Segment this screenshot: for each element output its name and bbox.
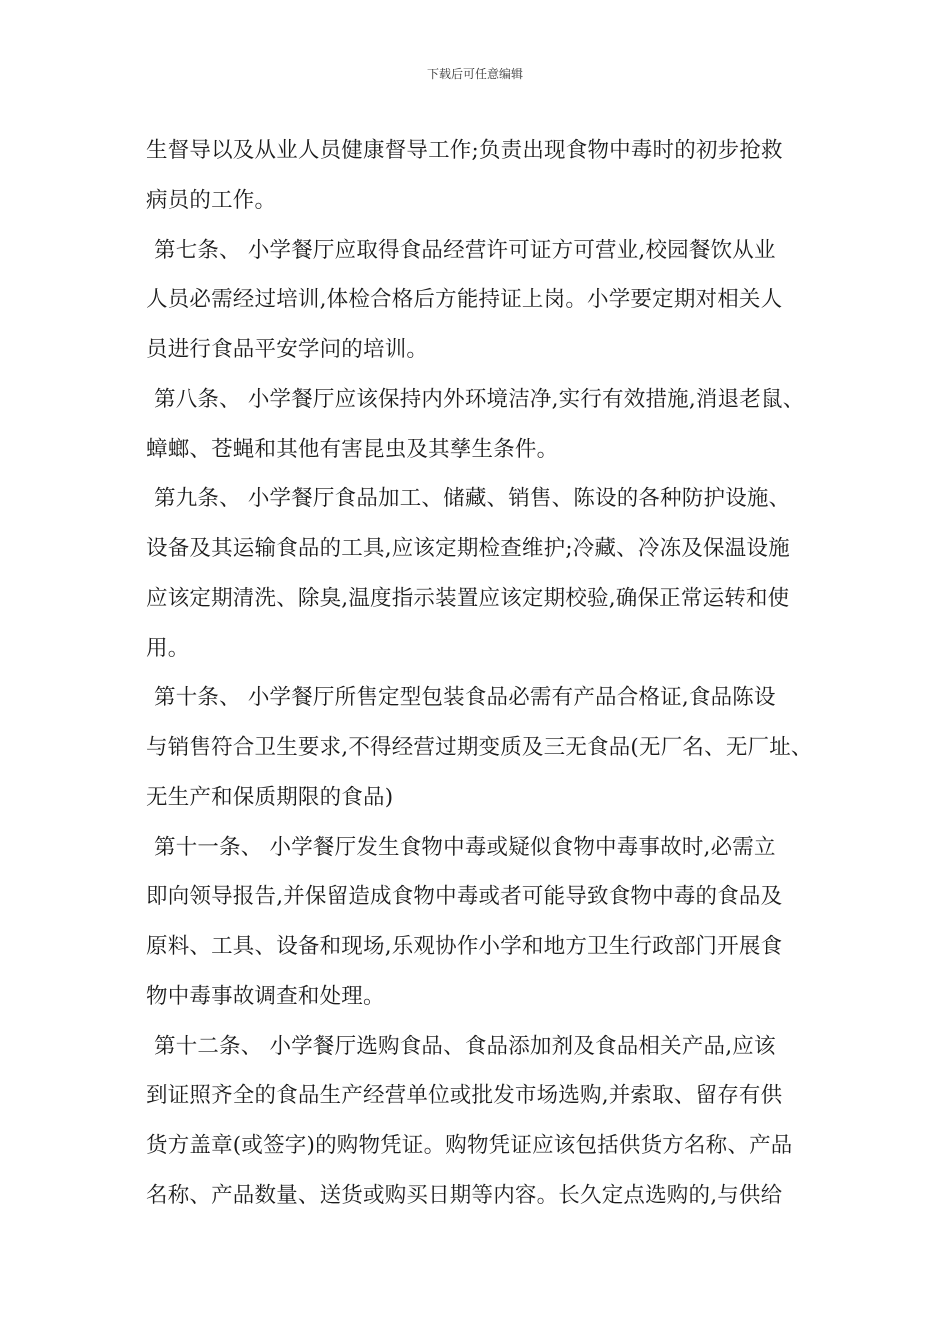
text-line: 病员的工作。 <box>146 187 277 213</box>
page-header: 下载后可任意编辑 <box>426 67 523 81</box>
text-line: 原料、工具、设备和现场,乐观协作小学和地方卫生行政部门开展食 <box>146 934 783 959</box>
article-heading-line: 第十一条、 小学餐厅发生食物中毒或疑似食物中毒事故时,必需立 <box>154 834 776 860</box>
text-line: 蟑螂、苍蝇和其他有害昆虫及其孳生条件。 <box>146 436 559 462</box>
text-line: 人员必需经过培训,体检合格后方能持证上岗。小学要定期对相关人 <box>146 287 783 313</box>
text-line: 员进行食品平安学问的培训。 <box>146 337 429 362</box>
text-line: 应该定期清洗、除臭,温度指示装置应该定期校验,确保正常运转和使 <box>146 585 790 611</box>
text-line: 无生产和保质期限的食品) <box>146 784 394 810</box>
article-heading-line: 第九条、 小学餐厅食品加工、储藏、销售、陈设的各种防护设施、 <box>154 486 791 512</box>
document-body <box>146 126 816 1221</box>
text-line: 设备及其运输食品的工具,应该定期检查维护;冷藏、冷冻及保温设施 <box>146 536 790 561</box>
article-heading-line: 第十条、 小学餐厅所售定型包装食品必需有产品合格证,食品陈设 <box>154 685 776 711</box>
text-line: 物中毒事故调查和处理。 <box>146 983 385 1009</box>
text-line: 即向领导报告,并保留造成食物中毒或者可能导致食物中毒的食品及 <box>146 884 783 910</box>
text-line: 用。 <box>146 635 190 661</box>
text-line: 到证照齐全的食品生产经营单位或批发市场选购,并索取、留存有供 <box>146 1083 783 1109</box>
text-line: 生督导以及从业人员健康督导工作;负责出现食物中毒时的初步抢救 <box>146 138 783 163</box>
text-line: 货方盖章(或签字)的购物凭证。购物凭证应该包括供货方名称、产品 <box>146 1133 793 1158</box>
text-line: 与销售符合卫生要求,不得经营过期变质及三无食品(无厂名、无厂址、 <box>146 735 813 760</box>
text-line: 名称、产品数量、送货或购买日期等内容。长久定点选购的,与供给 <box>146 1182 783 1208</box>
article-heading-line: 第十二条、 小学餐厅选购食品、食品添加剂及食品相关产品,应该 <box>154 1033 776 1059</box>
article-heading-line: 第七条、 小学餐厅应取得食品经营许可证方可营业,校园餐饮从业 <box>154 237 776 263</box>
article-heading-line: 第八条、 小学餐厅应该保持内外环境洁净,实行有效措施,消退老鼠、 <box>154 386 805 412</box>
